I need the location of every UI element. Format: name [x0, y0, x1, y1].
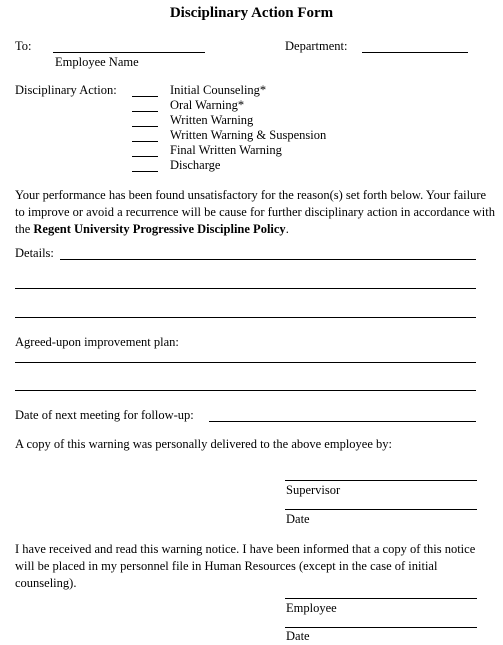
details-label: Details: — [15, 246, 54, 260]
action-checkbox-line[interactable] — [132, 171, 158, 172]
supervisor-date-label: Date — [286, 512, 310, 526]
action-checkbox-line[interactable] — [132, 111, 158, 112]
action-option: Oral Warning* — [170, 98, 245, 112]
disciplinary-action-label: Disciplinary Action: — [15, 83, 117, 97]
copy-delivered-text: A copy of this warning was personally delivered to the above employee by: — [15, 437, 392, 451]
details-line[interactable] — [15, 317, 476, 318]
supervisor-signature-line[interactable] — [285, 480, 477, 481]
acknowledgment-paragraph: I have received and read this warning notice. I have been informed that a copy of this notice will be placed in my personnel file in Human Resources (except in the case of initial counseling). — [15, 542, 476, 590]
action-option: Initial Counseling* — [170, 83, 267, 97]
action-option: Final Written Warning — [170, 143, 282, 157]
employee-signature-line[interactable] — [285, 598, 477, 599]
improvement-plan-line[interactable] — [15, 390, 476, 391]
action-checkbox-line[interactable] — [132, 156, 158, 157]
to-label: To: — [15, 39, 32, 53]
employee-date-line[interactable] — [285, 627, 477, 628]
performance-paragraph: Your performance has been found unsatisfactory for the reason(s) set forth below. Your failure to improve or avoid a recurrence will be cause for further disciplinary action in accordance with the Regent University Progressive Discipline Policy. — [15, 188, 496, 236]
action-checkbox-line[interactable] — [132, 141, 158, 142]
supervisor-label: Supervisor — [286, 483, 341, 497]
employee-date-label: Date — [286, 629, 310, 643]
department-field[interactable] — [362, 52, 468, 53]
form-title: Disciplinary Action Form — [169, 5, 334, 21]
department-label: Department: — [285, 39, 348, 53]
policy-name: Regent University Progressive Discipline Policy — [33, 222, 286, 236]
next-meeting-label: Date of next meeting for follow-up: — [15, 408, 194, 422]
action-checkbox-line[interactable] — [132, 96, 158, 97]
action-option: Discharge — [170, 158, 221, 172]
employee-name-label: Employee Name — [55, 55, 139, 69]
details-line[interactable] — [60, 259, 476, 260]
details-line[interactable] — [15, 288, 476, 289]
action-option: Written Warning & Suspension — [170, 128, 327, 142]
action-checkbox-line[interactable] — [132, 126, 158, 127]
to-field[interactable] — [53, 52, 205, 53]
improvement-plan-label: Agreed-upon improvement plan: — [15, 335, 179, 349]
supervisor-date-line[interactable] — [285, 509, 477, 510]
employee-label: Employee — [286, 601, 337, 615]
improvement-plan-line[interactable] — [15, 362, 476, 363]
action-option: Written Warning — [170, 113, 254, 127]
next-meeting-field[interactable] — [209, 421, 476, 422]
